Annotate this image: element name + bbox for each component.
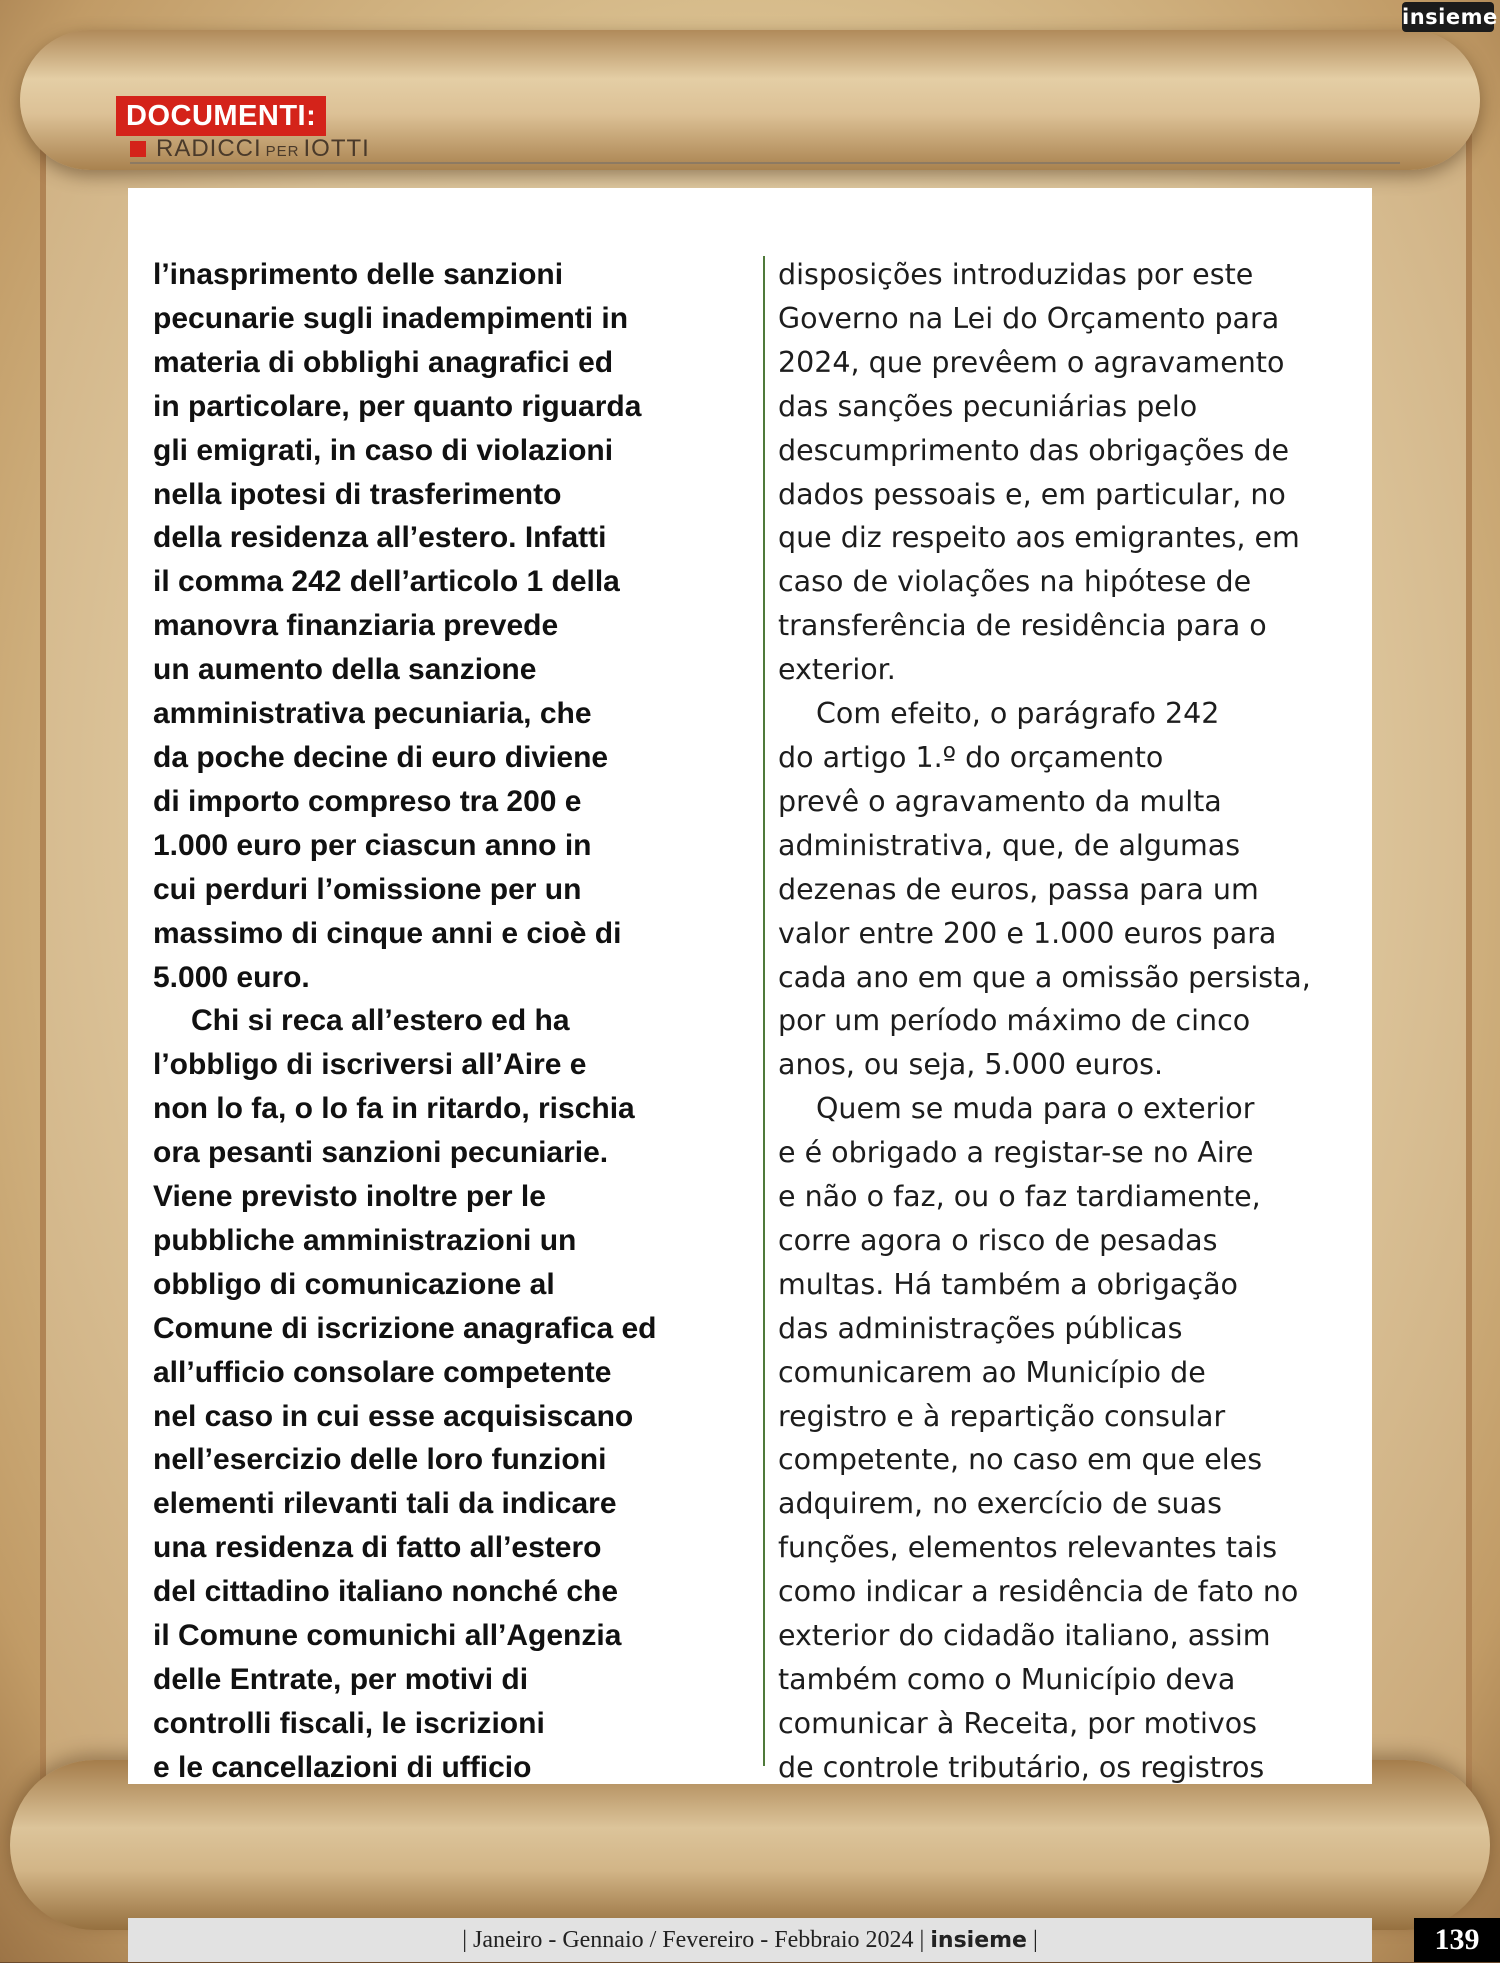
footer-brand: insieme [930,1928,1027,1953]
text-line: multas. Há também a obrigação [778,1267,1238,1301]
text-line: valor entre 200 e 1.000 euros para [778,916,1277,950]
text-line: transferência de residência para o [778,609,1267,643]
text-line: 2024, que prevêem o agravamento [778,345,1285,379]
text-line: anos, ou seja, 5.000 euros. [778,1048,1164,1082]
section-tag: DOCUMENTI: [116,96,326,136]
text-line: l’obbligo di iscriversi all’Aire e [153,1048,587,1082]
text-line: amministrativa pecuniaria, che [153,697,592,731]
text-line: una residenza di fatto all’estero [153,1531,602,1565]
footer-issue-text: | Janeiro - Gennaio / Fevereiro - Febbraio 2024 | [462,1927,925,1953]
subsection-part-2: PER [265,143,300,160]
text-line: funções, elementos relevantes tais [778,1531,1278,1565]
text-line: manovra finanziaria prevede [153,609,559,643]
text-line: administrativa, que, de algumas [778,828,1241,862]
text-line: il comma 242 dell’articolo 1 della [153,565,620,599]
text-line: dados pessoais e, em particular, no [778,477,1286,511]
text-line: elementi rilevanti tali da indicare [153,1487,617,1521]
page-number: 139 [1414,1918,1500,1962]
text-line: l’inasprimento delle sanzioni [153,258,564,291]
article-page [128,188,1372,1784]
text-line: como indicar a residência de fato no [778,1575,1299,1609]
text-line: di importo compreso tra 200 e [153,784,582,818]
text-line: 5.000 euro. [153,960,310,994]
text-line: Comune di iscrizione anagrafica ed [153,1311,657,1345]
text-line: por um período máximo de cinco [778,1004,1251,1038]
text-line: materia di obblighi anagrafici ed [153,345,614,379]
text-line: adquirem, no exercício de suas [778,1487,1222,1521]
text-line: nel caso in cui esse acquisiscano [153,1399,634,1433]
text-line: Governo na Lei do Orçamento para [778,301,1280,335]
text-line: pubbliche amministrazioni un [153,1223,577,1257]
column-divider [763,256,765,1766]
text-line: Viene previsto inoltre per le [153,1180,546,1214]
text-line: un aumento della sanzione [153,653,537,687]
text-line: da poche decine di euro diviene [153,740,609,774]
text-line: caso de violações na hipótese de [778,565,1252,599]
text-line: in particolare, per quanto riguarda [153,389,642,423]
magazine-logo: insieme [1402,2,1494,32]
text-line: e le cancellazioni di ufficio [153,1750,532,1784]
text-line: e é obrigado a registar-se no Aire [778,1136,1254,1170]
red-square-icon [130,141,146,157]
text-line: della residenza all’estero. Infatti [153,521,607,555]
portuguese-column [778,253,1358,1790]
text-line: competente, no caso em que eles [778,1443,1263,1477]
text-line: Com efeito, o parágrafo 242 [816,697,1220,731]
text-line: cui perduri l’omissione per un [153,872,582,906]
text-line: nell’esercizio delle loro funzioni [153,1443,607,1477]
text-line: disposições introduzidas por este [778,258,1254,291]
text-line: descumprimento das obrigações de [778,433,1290,467]
text-line: obbligo di comunicazione al [153,1267,555,1301]
text-line: do artigo 1.º do orçamento [778,740,1164,774]
header-rule [130,162,1400,164]
text-line: massimo di cinque anni e cioè di [153,916,622,950]
text-line: e não o faz, ou o faz tardiamente, [778,1180,1261,1214]
text-line: all’ufficio consolare competente [153,1355,612,1389]
subsection-part-3: IOTTI [303,135,370,162]
text-line: comunicar à Receita, por motivos [778,1706,1258,1740]
text-line: de controle tributário, os registros [778,1750,1265,1784]
text-line: Quem se muda para o exterior [816,1092,1255,1126]
text-line: exterior. [778,653,896,687]
text-line: cada ano em que a omissão persista, [778,960,1311,994]
text-line: controlli fiscali, le iscrizioni [153,1706,545,1740]
text-line: Chi si reca all’estero ed ha [191,1004,570,1038]
subsection-part-1: RADICCI [156,135,262,162]
text-line: nella ipotesi di trasferimento [153,477,562,511]
text-line: também como o Município deva [778,1663,1236,1696]
text-line: prevê o agravamento da multa [778,784,1222,818]
text-line: 1.000 euro per ciascun anno in [153,828,592,862]
text-line: pecunarie sugli inadempimenti in [153,301,629,335]
footer-bar [128,1918,1372,1962]
text-line: il Comune comunichi all’Agenzia [153,1619,622,1653]
footer-closing-bar: | [1032,1927,1038,1953]
text-line: gli emigrati, in caso di violazioni [153,433,614,467]
text-line: dezenas de euros, passa para um [778,872,1259,906]
text-line: del cittadino italiano nonché che [153,1575,619,1609]
text-line: das administrações públicas [778,1311,1183,1345]
text-line: comunicarem ao Município de [778,1355,1206,1389]
subsection-title [130,134,370,164]
text-line: ora pesanti sanzioni pecuniarie. [153,1136,609,1170]
italian-column [153,253,723,1790]
text-line: das sanções pecuniárias pelo [778,389,1198,423]
text-line: exterior do cidadão italiano, assim [778,1619,1271,1653]
text-line: delle Entrate, per motivi di [153,1663,529,1696]
text-line: non lo fa, o lo fa in ritardo, rischia [153,1092,635,1126]
text-line: corre agora o risco de pesadas [778,1223,1218,1257]
text-line: registro e à repartição consular [778,1399,1226,1433]
text-line: que diz respeito aos emigrantes, em [778,521,1300,555]
